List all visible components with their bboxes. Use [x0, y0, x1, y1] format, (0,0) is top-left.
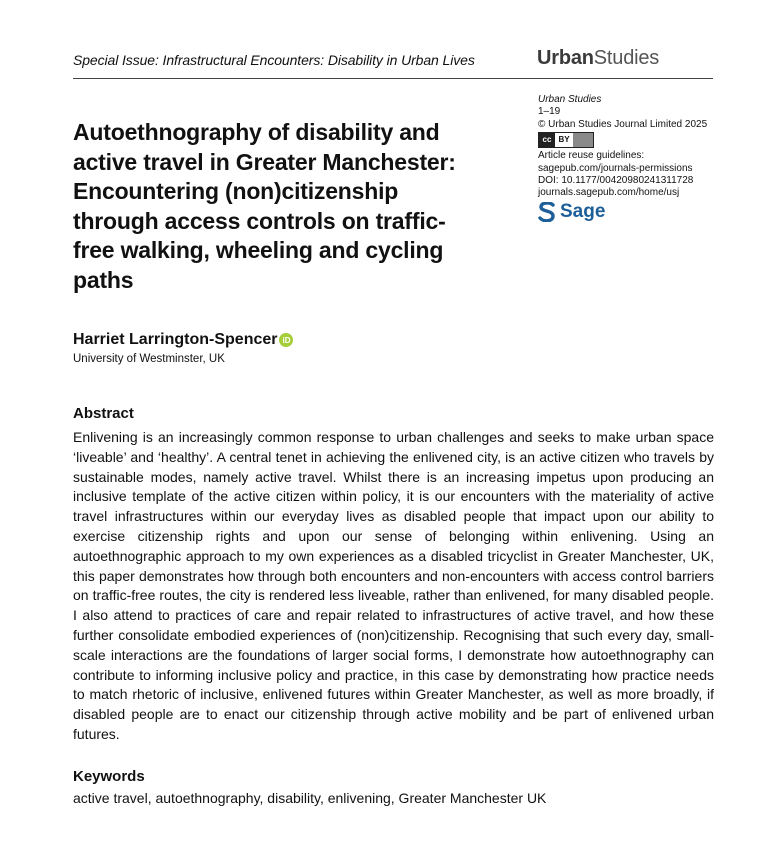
meta-journal-name: Urban Studies: [538, 94, 602, 105]
sage-s-icon: [538, 202, 556, 222]
journal-brand: [537, 47, 659, 70]
meta-copyright: © Urban Studies Journal Limited 2025: [538, 118, 708, 130]
orcid-icon[interactable]: iD: [279, 333, 293, 347]
author-affiliation: University of Westminster, UK: [73, 353, 225, 365]
cc-license-badge[interactable]: [538, 132, 594, 148]
article-title: Autoethnography of disability and active travel in Greater Manchester: Encountering (non)citizenship through access controls on traffic-free walking, wheeling and cycling paths: [73, 119, 456, 293]
license-bar: [573, 133, 593, 147]
keywords-heading: Keywords: [73, 768, 145, 785]
brand-light-text: Studies: [593, 47, 660, 69]
article-metadata: [538, 94, 728, 222]
abstract-text: Enlivening is an increasingly common response to urban challenges and seeks to make urban space ‘liveable’ and ‘healthy’. A central tenet in achieving the enlivened city, is an active citizen who travels by sustainable modes, namely active travel. Whilst there is an increasing impetus upon producing an inclusive template of the active citizen within policy, it is our encounters with the materiality of active travel infrastructures within our everyday lives as disabled people that impact upon our ability to exercise citizenship rights and upon our sense of belonging within enlivening. Using an autoethnographic approach to my own experiences as a disabled tricyclist in Greater Manchester, UK, this paper demonstrates how through both encounters and non-encounters with access control barriers on traffic-free routes, the city is rendered less liveable, rather than enlivened, for many disabled people. I also attend to practices of care and repair related to infrastructures of active travel, and how these further consolidate embodied experiences of (non)citizenship. Recognising that such every day, small-scale interactions are the foundations of larger social forms, I demonstrate how autoethnography can contribute to informing inclusive policy and practice, in this case by demonstrating how practice needs to match rhetoric of inclusive, enlivened futures within Greater Manchester, as well as more broadly, if disabled people are to enact our citizenship through active mobility and be part of enlivened urban futures.: [73, 429, 714, 742]
publisher-name: Sage: [560, 200, 606, 222]
meta-doi[interactable]: DOI: 10.1177/00420980241311728: [538, 175, 694, 187]
header-divider: [73, 78, 713, 79]
author-name: Harriet Larrington-Spencer: [73, 331, 278, 348]
meta-reuse-link[interactable]: sagepub.com/journals-permissions: [538, 162, 693, 174]
abstract-heading: Abstract: [73, 405, 134, 422]
brand-bold-text: Urban: [537, 47, 594, 69]
publisher-logo: [538, 202, 728, 222]
author-line: [73, 331, 293, 349]
meta-pages: 1–19: [538, 106, 561, 118]
cc-icon: cc: [539, 133, 555, 147]
by-icon: BY: [558, 135, 570, 145]
special-issue-label: Special Issue: Infrastructural Encounters: Disability in Urban Lives: [73, 52, 475, 68]
meta-journal-url[interactable]: journals.sagepub.com/home/usj: [538, 187, 680, 199]
meta-reuse-label: Article reuse guidelines:: [538, 150, 645, 162]
keywords-list: active travel, autoethnography, disability, enlivening, Greater Manchester UK: [73, 790, 547, 806]
